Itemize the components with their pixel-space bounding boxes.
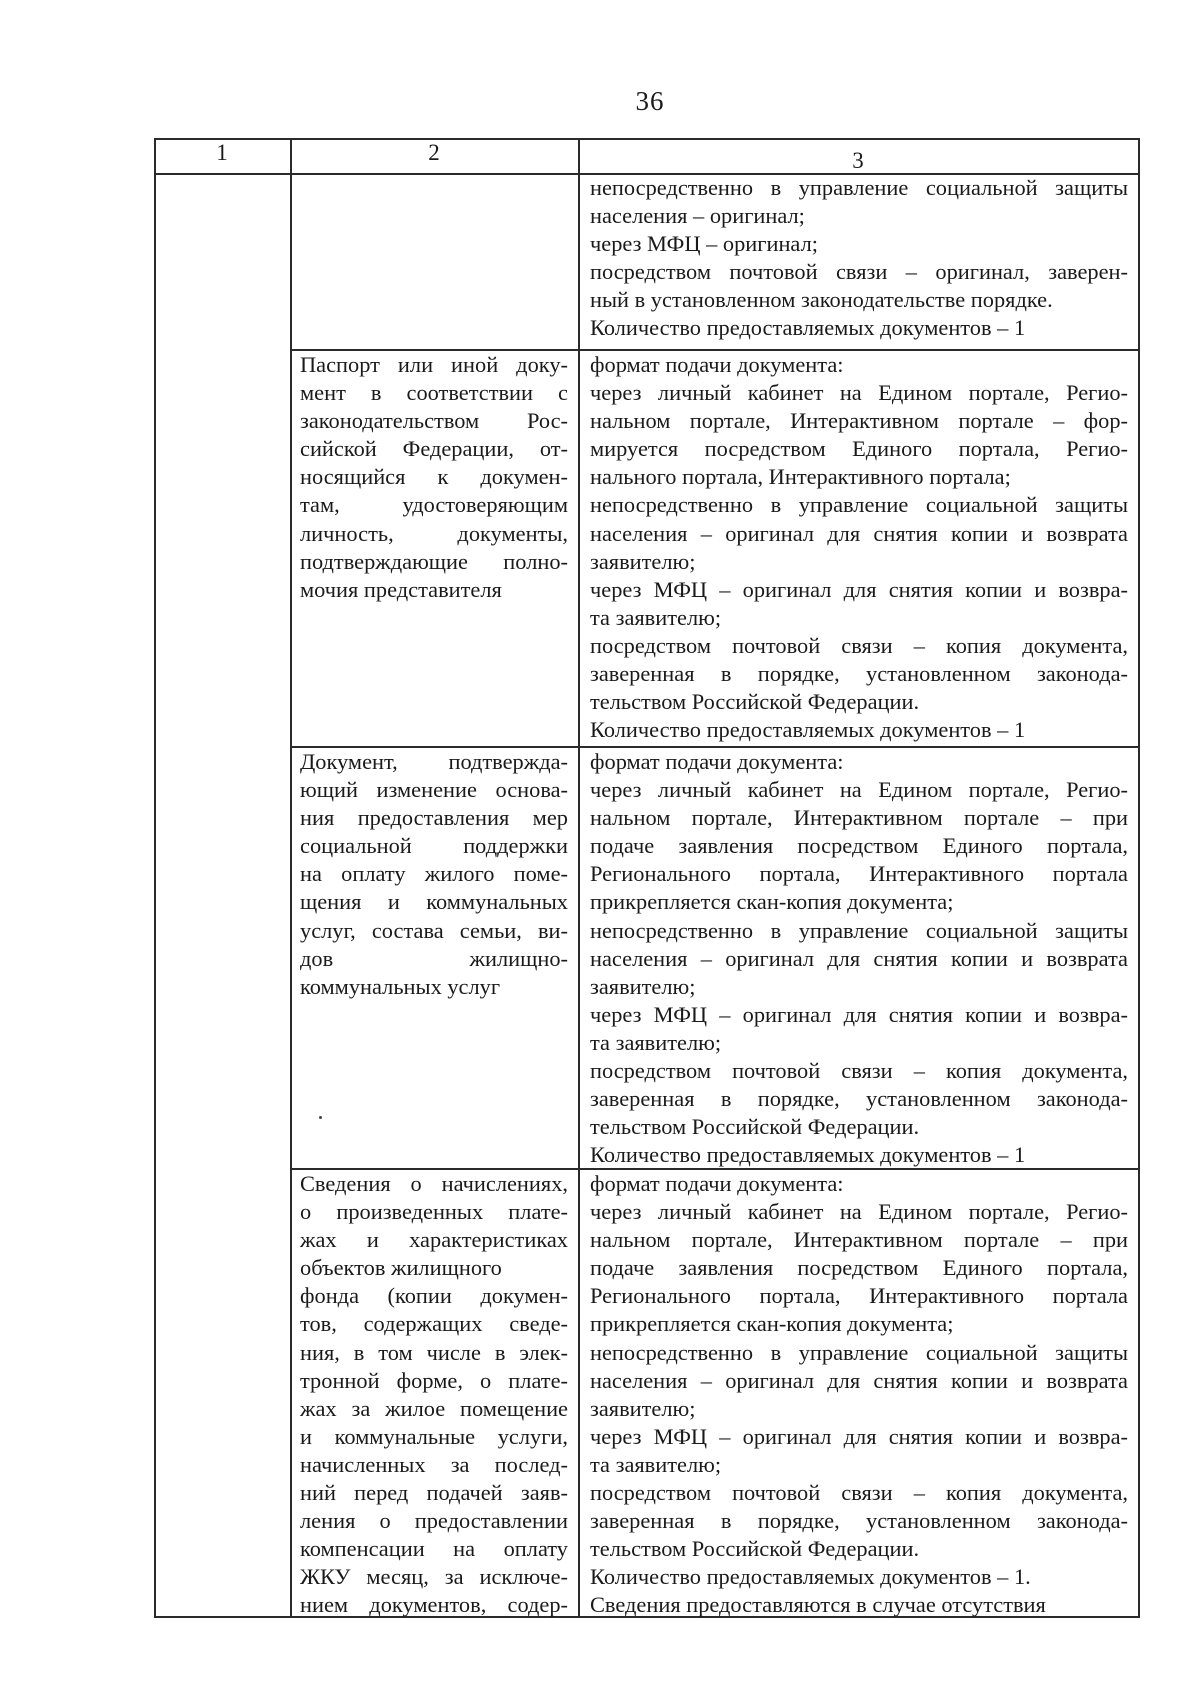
text-line: ный в установленном законодательстве порядке. <box>590 287 1053 313</box>
text-line: посредством почтовой связи – копия документа, <box>590 1058 1128 1084</box>
text-line: тронной форме, о плате- <box>300 1367 568 1393</box>
text-line: ления о предоставлении <box>300 1508 568 1534</box>
text-line: Паспорт или иной доку- <box>300 352 568 377</box>
text-line: там, удостоверяющим <box>300 492 568 518</box>
text-line: населения – оригинал для снятия копии и возврата <box>590 1367 1128 1393</box>
text-line: носящийся к докумен- <box>300 464 568 490</box>
scan-speck <box>319 1116 322 1119</box>
text-line: подаче заявления посредством Единого портала, <box>590 1255 1128 1281</box>
text-line: непосредственно в управление социальной защиты <box>590 1339 1128 1365</box>
text-line: через МФЦ – оригинал для снятия копии и возвра- <box>590 576 1128 602</box>
text-line: формат подачи документа: <box>590 352 844 377</box>
row-3-col2 <box>300 748 568 1001</box>
column-header-2: 2 <box>428 140 440 165</box>
text-line: коммунальных услуг <box>300 973 501 999</box>
text-line: нальном портале, Интерактивном портале – при <box>590 805 1128 831</box>
text-line: фонда (копии докумен- <box>300 1283 568 1309</box>
text-line: о произведенных плате- <box>300 1199 568 1225</box>
text-line: непосредственно в управление социальной защиты <box>590 917 1128 943</box>
text-line: посредством почтовой связи – копия документа, <box>590 1480 1128 1506</box>
column-divider-1 <box>290 138 292 1618</box>
text-line: на оплату жилого поме- <box>300 861 568 887</box>
text-line: формат подачи документа: <box>590 1171 844 1196</box>
text-line: тельством Российской Федерации. <box>590 1536 920 1562</box>
text-line: заверенная в порядке, установленном законода- <box>590 1508 1128 1534</box>
text-line: прикрепляется скан-копия документа; <box>590 1311 954 1337</box>
text-line: через личный кабинет на Едином портале, Регио- <box>590 1199 1128 1225</box>
text-line: Документ, подтвержда- <box>300 749 568 774</box>
text-line: компенсации на оплату <box>300 1536 568 1562</box>
text-line: та заявителю; <box>590 1451 722 1477</box>
table-right-border <box>1138 138 1140 1618</box>
text-line: населения – оригинал для снятия копии и возврата <box>590 520 1128 546</box>
text-line: тельством Российской Федерации. <box>590 1114 920 1140</box>
text-line: ний перед подачей заяв- <box>300 1480 568 1506</box>
text-line: нальном портале, Интерактивном портале – фор- <box>590 408 1128 434</box>
text-line: нальном портале, Интерактивном портале – при <box>590 1227 1128 1253</box>
row-4-col3 <box>590 1170 1128 1620</box>
text-line: Количество предоставляемых документов – 1 <box>590 1142 1026 1168</box>
text-line: ЖКУ месяц, за исключе- <box>300 1564 568 1590</box>
text-line: начисленных за послед- <box>300 1451 568 1477</box>
text-line: подаче заявления посредством Единого портала, <box>590 833 1128 859</box>
text-line: сийской Федерации, от- <box>300 436 568 462</box>
text-line: ющий изменение основа- <box>300 777 568 803</box>
row-4-col2 <box>300 1170 568 1620</box>
text-line: заверенная в порядке, установленном законода- <box>590 661 1128 687</box>
text-line: формат подачи документа: <box>590 749 844 774</box>
text-line: посредством почтовой связи – копия документа, <box>590 632 1128 658</box>
text-line: мент в соответствии с <box>300 380 568 406</box>
text-line: жах за жилое помещение <box>300 1395 568 1421</box>
text-line: Количество предоставляемых документов – 1 <box>590 315 1026 341</box>
text-line: через МФЦ – оригинал для снятия копии и возвра- <box>590 1423 1128 1449</box>
text-line: нием документов, содер- <box>300 1592 568 1618</box>
text-line: та заявителю; <box>590 604 722 630</box>
text-line: Сведения предоставляются в случае отсутствия <box>590 1592 1046 1618</box>
text-line: подтверждающие полно- <box>300 548 568 574</box>
text-line: социальной поддержки <box>300 833 568 859</box>
row-2-col2 <box>300 351 568 604</box>
text-line: через личный кабинет на Едином портале, Регио- <box>590 777 1128 803</box>
text-line: через МФЦ – оригинал для снятия копии и возвра- <box>590 1001 1128 1027</box>
row-1-col3 <box>590 174 1128 343</box>
text-line: населения – оригинал для снятия копии и возврата <box>590 945 1128 971</box>
text-line: нального портала, Интерактивного портала; <box>590 464 1011 490</box>
table-left-border <box>154 138 156 1618</box>
document-table <box>154 138 1140 1618</box>
text-line: объектов жилищного <box>300 1255 502 1281</box>
text-line: дов жилищно- <box>300 945 568 971</box>
text-line: Регионального портала, Интерактивного портала <box>590 861 1128 887</box>
text-line: тов, содержащих сведе- <box>300 1311 568 1337</box>
text-line: посредством почтовой связи – оригинал, заверен- <box>590 259 1128 285</box>
page-number: 36 <box>635 86 665 116</box>
text-line: щения и коммунальных <box>300 889 568 915</box>
text-line: заверенная в порядке, установленном законода- <box>590 1086 1128 1112</box>
text-line: прикрепляется скан-копия документа; <box>590 889 954 915</box>
text-line: личность, документы, <box>300 520 568 546</box>
column-header-3: 3 <box>852 148 864 173</box>
text-line: Количество предоставляемых документов – 1 <box>590 717 1026 743</box>
text-line: мочия представителя <box>300 576 502 602</box>
text-line: Количество предоставляемых документов – 1. <box>590 1564 1031 1590</box>
text-line: через личный кабинет на Едином портале, Регио- <box>590 380 1128 406</box>
text-line: ния, в том числе в элек- <box>300 1339 568 1365</box>
text-line: заявителю; <box>590 1395 696 1421</box>
text-line: заявителю; <box>590 973 696 999</box>
text-line: та заявителю; <box>590 1029 722 1055</box>
column-divider-2 <box>578 138 580 1618</box>
text-line: ния предоставления мер <box>300 805 568 831</box>
column-header-1: 1 <box>216 140 228 165</box>
text-line: населения – оригинал; <box>590 203 805 229</box>
text-line: непосредственно в управление социальной защиты <box>590 492 1128 518</box>
text-line: заявителю; <box>590 548 696 574</box>
text-line: законодательством Рос- <box>300 408 568 434</box>
text-line: жах и характеристиках <box>300 1227 568 1253</box>
text-line: услуг, состава семьи, ви- <box>300 917 568 943</box>
row-2-col3 <box>590 351 1128 744</box>
text-line: через МФЦ – оригинал; <box>590 231 818 257</box>
text-line: непосредственно в управление социальной защиты <box>590 175 1128 200</box>
text-line: Регионального портала, Интерактивного портала <box>590 1283 1128 1309</box>
text-line: и коммунальные услуги, <box>300 1423 568 1449</box>
text-line: мируется посредством Единого портала, Регио- <box>590 436 1128 462</box>
text-line: тельством Российской Федерации. <box>590 689 920 715</box>
text-line: Сведения о начислениях, <box>300 1171 568 1196</box>
row-3-col3 <box>590 748 1128 1169</box>
